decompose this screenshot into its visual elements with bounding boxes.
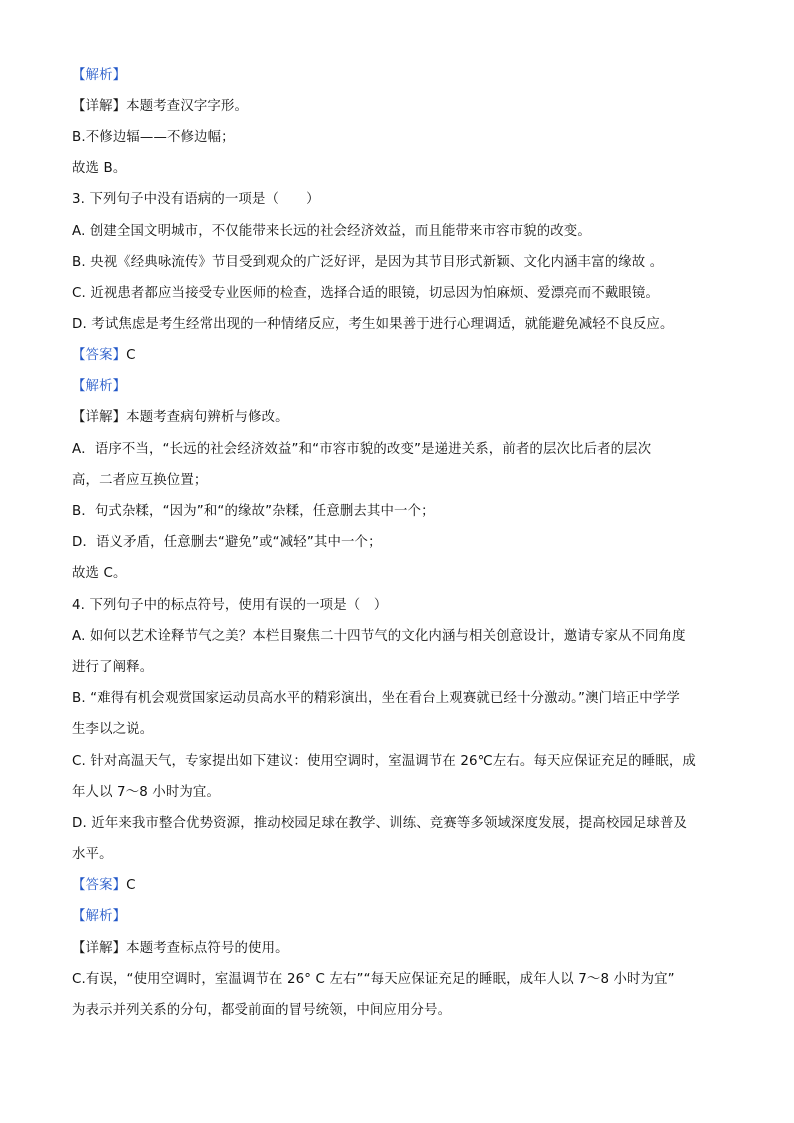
question-3-stem: 3. 下列句子中没有语病的一项是（ ）	[72, 192, 320, 207]
question-4-answer	[72, 876, 136, 896]
question-3-option-b: B. 央视《经典咏流传》节目受到观众的广泛好评，是因为其节目形式新颖、文化内涵丰富的缘故 。	[72, 255, 664, 270]
explanation-line: 为表示并列关系的分句，都受前面的冒号统领，中间应用分号。	[72, 1003, 452, 1018]
conclusion-line: 故选 C。	[72, 566, 127, 581]
conclusion-line: 故选 B。	[72, 161, 127, 176]
question-4-option-d-cont: 水平。	[72, 847, 113, 862]
answer-tag: 【答案】	[72, 878, 127, 893]
question-4-stem: 4. 下列句子中的标点符号，使用有误的一项是（ ）	[72, 598, 388, 613]
explanation-line: D．语义矛盾，任意删去“避免”或“减轻”其中一个；	[72, 535, 382, 550]
detail-line: 【详解】本题考查标点符号的使用。	[72, 941, 289, 956]
explanation-line: B．句式杂糅，“因为”和“的缘故”杂糅，任意删去其中一个；	[72, 504, 435, 519]
detail-line: 【详解】本题考查汉字字形。	[72, 99, 249, 114]
question-4-option-c: C. 针对高温天气，专家提出如下建议：使用空调时，室温调节在 26℃左右。每天应保证充足的睡眠，成	[72, 754, 696, 769]
analysis-heading: 【解析】	[72, 909, 127, 924]
question-4-option-c-cont: 年人以 7～8 小时为宜。	[72, 785, 221, 800]
question-4-option-a: A. 如何以艺术诠释节气之美？本栏目聚焦二十四节气的文化内涵与相关创意设计，邀请专家从不同角度	[72, 629, 686, 644]
explanation-line: B.不修边辐——不修边幅；	[72, 130, 235, 145]
explanation-line: A．语序不当，“长远的社会经济效益”和“市容市貌的改变”是递进关系，前者的层次比后者的层次	[72, 442, 652, 457]
detail-line: 【详解】本题考查病句辨析与修改。	[72, 410, 289, 425]
explanation-line: 高，二者应互换位置；	[72, 473, 208, 488]
analysis-heading: 【解析】	[72, 68, 127, 83]
analysis-heading: 【解析】	[72, 379, 127, 394]
answer-value: C	[126, 348, 136, 363]
question-3-option-a: A. 创建全国文明城市，不仅能带来长远的社会经济效益，而且能带来市容市貌的改变。	[72, 224, 591, 239]
explanation-line: C.有误，“使用空调时，室温调节在 26° C 左右”“每天应保证充足的睡眠，成年人以 7～8 小时为宜”	[72, 972, 675, 987]
answer-tag: 【答案】	[72, 348, 127, 363]
question-4-option-b: B. “难得有机会观赏国家运动员高水平的精彩演出，坐在看台上观赛就已经十分激动。”澳门培正中学学	[72, 691, 680, 706]
question-3-option-c: C. 近视患者都应当接受专业医师的检查，选择合适的眼镜，切忌因为怕麻烦、爱漂亮而不戴眼镜。	[72, 286, 660, 301]
question-4-option-a-cont: 进行了阐释。	[72, 660, 154, 675]
question-4-option-d: D. 近年来我市整合优势资源，推动校园足球在教学、训练、竞赛等多领域深度发展，提高校园足球普及	[72, 816, 688, 831]
question-3-option-d: D. 考试焦虑是考生经常出现的一种情绪反应，考生如果善于进行心理调适，就能避免减轻不良反应。	[72, 317, 674, 332]
question-4-option-b-cont: 生李以之说。	[72, 722, 154, 737]
answer-value: C	[126, 878, 136, 893]
question-3-answer	[72, 346, 136, 366]
